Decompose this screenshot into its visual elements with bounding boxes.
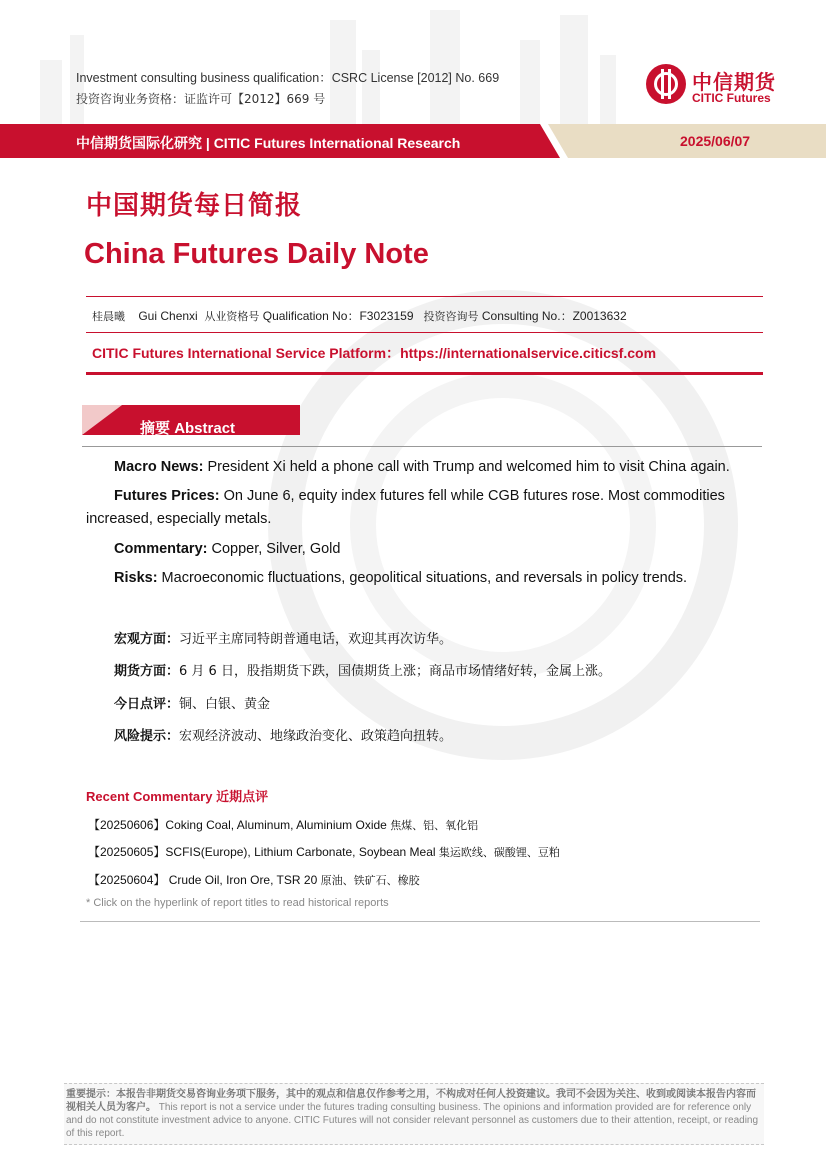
recent-item[interactable] [88,816,478,833]
divider [86,332,763,333]
recent-title-cn: 近期点评 [216,790,269,805]
macro-key: Macro News: [114,459,204,475]
recent-item[interactable] [88,843,560,860]
recent-item-link[interactable]: Coking Coal, Aluminum, Aluminium Oxide [165,818,387,832]
abstract-risks [114,566,687,590]
abstract-futures [114,484,725,508]
abstract-underline [82,446,762,447]
platform-label: CITIC Futures International Service Platform： [92,345,401,361]
risks-text: Macroeconomic fluctuations, geopolitical situations, and reversals in policy trends. [157,570,688,586]
title-cn: 中国期货每日简报 [86,191,303,221]
abstract-cn-macro [114,628,452,647]
recent-item-link[interactable]: SCFIS(Europe), Lithium Carbonate, Soybean Meal [165,845,436,859]
consulting-number: Consulting No.：Z0013632 [481,309,627,323]
band-title: 中信期货国际化研究 | CITIC Futures International Research [76,135,461,151]
cn-futures-text: 6 月 6 日，股指期货下跌，国债期货上涨；商品市场情绪好转，金属上涨。 [179,664,611,679]
author-line [92,307,627,324]
cn-macro-key: 宏观方面： [114,632,180,647]
recent-item-date: 【20250604】 [88,873,166,887]
cn-macro-text: 习近平主席同特朗普通电话，欢迎其再次访华。 [179,632,453,647]
abstract-commentary [114,537,340,561]
qualification-label-cn: 从业资格号 [204,310,260,323]
title-en: China Futures Daily Note [84,238,429,270]
logo-text-cn: 中信期货 [692,70,776,94]
disclaimer-box [64,1083,764,1145]
recent-item-cn: 焦煤、铝、氧化铝 [390,819,479,832]
consulting-label-cn: 投资咨询号 [423,310,479,323]
citic-logo-icon [646,64,686,104]
recent-title-en: Recent Commentary [86,789,213,804]
author-name-cn: 桂晨曦 [92,310,125,323]
futures-key: Futures Prices: [114,488,220,504]
recent-commentary-title [86,786,268,805]
cn-risks-text: 宏观经济波动、地缘政治变化、政策趋向扭转。 [179,729,453,744]
cn-risks-key: 风险提示： [114,729,180,744]
abstract-cn-futures [114,660,611,679]
header-band [0,124,826,158]
report-date: 2025/06/07 [680,133,751,149]
logo-text-en: CITIC Futures [692,91,771,105]
citic-futures-logo [646,64,791,108]
abstract-cn-risks [114,725,452,744]
cn-futures-key: 期货方面： [114,664,180,679]
abstract-futures-cont: increased, especially metals. [86,511,272,527]
divider [86,296,763,297]
hyperlink-note: * Click on the hyperlink of report titles to read historical reports [86,897,389,909]
commentary-key: Commentary: [114,541,208,557]
qualification-number: Qualification No：F3023159 [262,309,414,323]
thick-divider [86,372,763,375]
abstract-label-cn: 摘要 [140,419,171,437]
risks-key: Risks: [114,570,158,586]
abstract-macro [114,455,730,479]
abstract-label-en: Abstract [174,420,236,437]
recent-item-cn: 集运欧线、碳酸锂、豆粕 [438,846,560,859]
abstract-label [140,417,235,438]
disclaimer-en: This report is not a service under the futures trading consulting business. The opinions and information provided are for reference only and do not constitute investment advice to anyone. CITIC Futures will not consider relevant personnel as customers due to their attention, receipt, or reading of this report. [66,1102,759,1139]
macro-text: President Xi held a phone call with Trump and welcomed him to visit China again. [203,459,730,475]
commentary-text: Copper, Silver, Gold [207,541,341,557]
cn-commentary-key: 今日点评： [114,697,180,712]
recent-item-date: 【20250606】 [88,818,166,832]
abstract-cn-commentary [114,693,270,712]
author-name-en: Gui Chenxi [138,309,198,323]
recent-item-date: 【20250605】 [88,845,166,859]
disclaimer-cn: 重要提示：本报告非期货交易咨询业务项下服务，其中的观点和信息仅作参考之用，不构成对任何人投资建议。我司不会因为关注、收到或阅读本报告内容而视相关人员为客户。 [66,1089,756,1113]
divider [80,921,760,922]
platform-link[interactable]: https://internationalservice.citicsf.com [400,345,657,361]
recent-item[interactable] [88,871,420,888]
recent-item-cn: 原油、铁矿石、橡胶 [320,874,420,887]
platform-line [92,343,656,363]
qualification-cn: 投资咨询业务资格：证监许可【2012】669 号 [76,92,326,106]
recent-item-link[interactable]: Crude Oil, Iron Ore, TSR 20 [165,873,318,887]
qualification-en: Investment consulting business qualification：CSRC License [2012] No. 669 [76,71,500,85]
cn-commentary-text: 铜、白银、黄金 [179,697,271,712]
futures-text: On June 6, equity index futures fell while CGB futures rose. Most commodities [219,488,725,504]
